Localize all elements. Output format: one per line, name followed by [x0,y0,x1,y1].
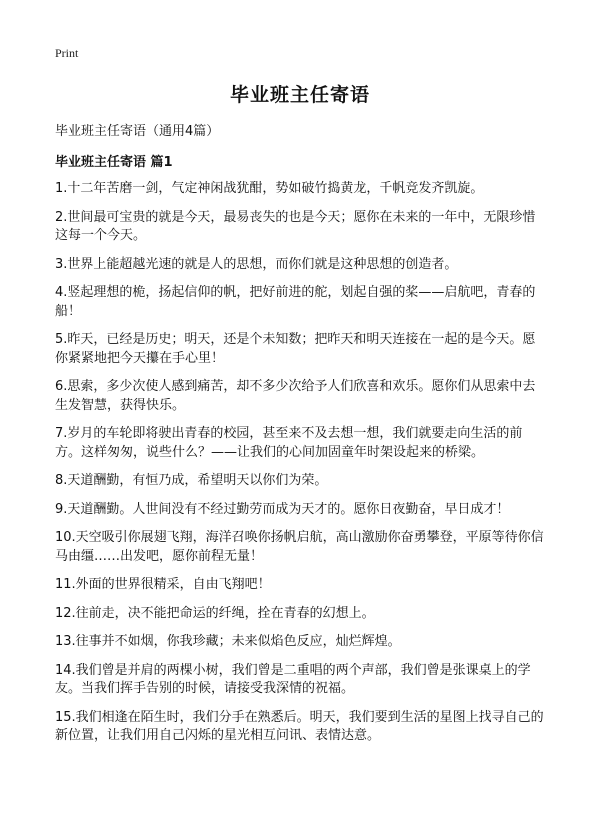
list-item: 2.世间最可宝贵的就是今天，最易丧失的也是今天；愿你在未来的一年中，无限珍惜这每一个今天。 [55,209,536,243]
list-item: 14.我们曾是并肩的两棵小树，我们曾是二重唱的两个声部，我们曾是张课桌上的学友。当我们挥手告别的时候，请接受我深情的祝福。 [55,662,531,696]
page-title: 毕业班主任寄语 [229,84,370,106]
list-item: 7.岁月的车轮即将驶出青春的校园，甚至来不及去想一想，我们就要走向生活的前方。这样匆匆，说些什么？——让我们的心间加固童年时架设起来的桥梁。 [55,426,523,460]
list-item: 9.天道酬勤。人世间没有不经过勤劳而成为天才的。愿你日夜勤奋，早日成才！ [55,501,510,517]
list-item: 11.外面的世界很精采，自由飞翔吧！ [55,577,271,592]
list-item: 13.往事并不如烟，你我珍藏；未来似焰色反应，灿烂辉煌。 [55,634,401,649]
list-item: 3.世界上能超越光速的就是人的思想，而你们就是这种思想的创造者。 [55,256,458,272]
document-subtitle: 毕业班主任寄语（通用4篇） [55,124,220,139]
print-link[interactable]: Print [55,46,79,60]
list-item: 8.天道酬勤，有恒乃成，希望明天以你们为荣。 [55,473,328,488]
list-item: 12.往前走，决不能把命运的纤绳，拴在青春的幻想上。 [55,605,375,621]
section-heading: 毕业班主任寄语 篇1 [55,155,173,170]
message-list [55,180,545,756]
list-item: 5.昨天，已经是历史；明天，还是个未知数；把昨天和明天连接在一起的是今天。愿你紧紧地把今天攥在手心里！ [55,332,536,366]
list-item: 1.十二年苦磨一剑，气定神闲战犹酣，势如破竹捣黄龙，千帆竞发齐凯旋。 [55,181,484,196]
list-item: 4.竖起理想的桅，扬起信仰的帆，把好前进的舵，划起自强的桨——启航吧，青春的船！ [55,285,536,319]
list-item: 10.天空吸引你展翅飞翔，海洋召唤你扬帆启航，高山激励你奋勇攀登，平原等待你信马由缰……出发吧，愿你前程无量！ [55,530,544,564]
list-item: 6.思索，多少次使人感到痛苦，却不多少次给予人们欣喜和欢乐。愿你们从思索中去生发智慧，获得快乐。 [55,379,536,413]
list-item: 15.我们相逢在陌生时，我们分手在熟悉后。明天，我们要到生活的星图上找寻自己的新位置，让我们用自己闪烁的星光相互问讯、表情达意。 [55,709,544,743]
